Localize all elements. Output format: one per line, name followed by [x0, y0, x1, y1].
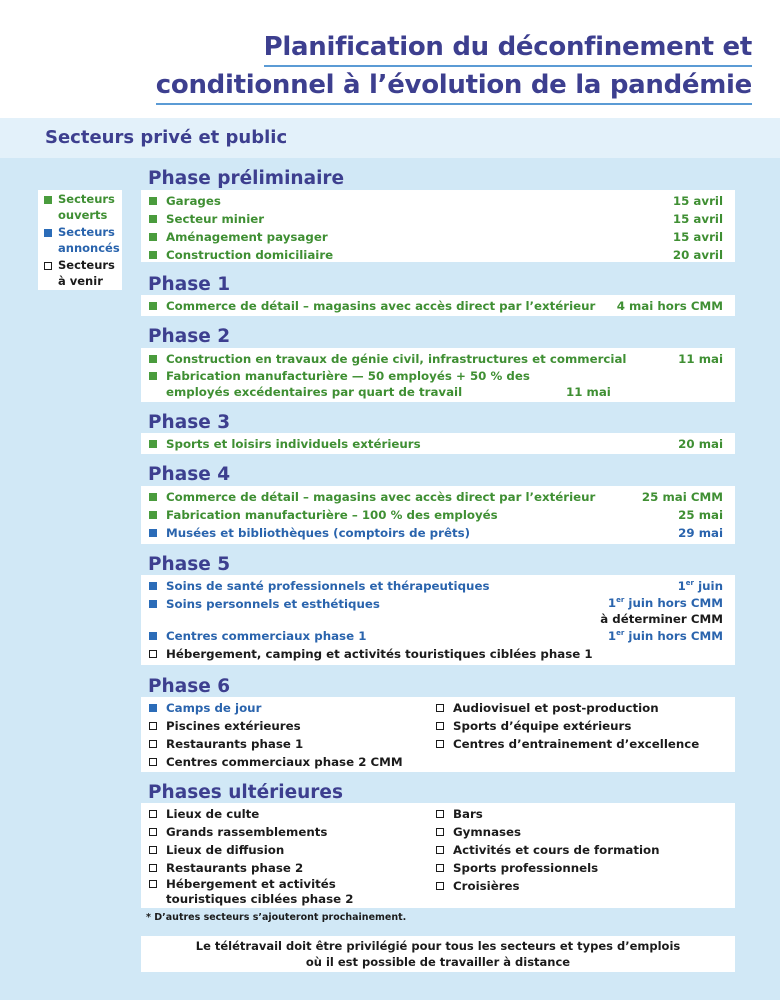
sector-date: 11 mai: [566, 385, 611, 399]
green-square-icon: [149, 355, 157, 363]
sector-label: Construction en travaux de génie civil, infrastructures et commercial: [166, 352, 627, 366]
phase-2-box: [141, 348, 735, 402]
sector-label: Restaurants phase 1: [166, 737, 304, 751]
green-square-icon: [149, 493, 157, 501]
sector-label: Commerce de détail – magasins avec accès direct par l’extérieur: [166, 490, 596, 504]
green-square-icon: [149, 215, 157, 223]
list-item: [149, 192, 723, 210]
list-item: [149, 645, 723, 663]
sector-label: Musées et bibliothèques (comptoirs de prêts): [166, 526, 471, 540]
list-item: [436, 699, 723, 717]
sector-date: 25 mai: [678, 508, 723, 522]
sector-label: Sports d’équipe extérieurs: [453, 719, 632, 733]
sector-date: 1er juin hors CMM à déterminer CMM: [600, 596, 723, 626]
list-item: [149, 627, 723, 645]
sector-label: Sports professionnels: [453, 861, 599, 875]
phase-6-title: Phase 6: [148, 676, 231, 697]
phase-1-title: Phase 1: [148, 274, 231, 295]
green-square-icon: [149, 440, 157, 448]
sector-label: Secteur minier: [166, 212, 265, 226]
list-item: [149, 435, 723, 453]
list-item: [149, 805, 436, 823]
sector-label: Fabrication manufacturière — 50 employés + 50 % des employés excédentaires par quart de travail: [166, 369, 530, 399]
phase-5-title: Phase 5: [148, 554, 231, 575]
telework-note: [141, 936, 735, 972]
phase-5-box: [141, 575, 735, 665]
sector-label: Activités et cours de formation: [453, 843, 660, 857]
section-band: [0, 118, 780, 158]
list-item: [149, 577, 723, 595]
sector-label: Restaurants phase 2: [166, 861, 304, 875]
list-item: [436, 859, 723, 877]
list-item: [149, 246, 723, 264]
list-item: [149, 297, 723, 315]
sector-label: Sports et loisirs individuels extérieurs: [166, 437, 421, 451]
sector-label: Camps de jour: [166, 701, 262, 715]
sector-date: 15 avril: [672, 212, 723, 226]
section-title: Secteurs privé et public: [45, 127, 288, 148]
empty-square-icon: [436, 722, 444, 730]
page-title-line-1: Planification du déconfinement et: [264, 32, 752, 67]
phase-2-title: Phase 2: [148, 326, 231, 347]
empty-square-icon: [149, 864, 157, 872]
green-square-icon: [149, 372, 157, 380]
list-item: [149, 877, 436, 907]
list-item: [149, 228, 723, 246]
phase-4-box: [141, 486, 735, 544]
sector-label: Lieux de culte: [166, 807, 260, 821]
phase-3-title: Phase 3: [148, 412, 231, 433]
sector-label: Audiovisuel et post-production: [453, 701, 659, 715]
list-item: [436, 841, 723, 859]
empty-square-icon: [436, 846, 444, 854]
phase-1-box: [141, 295, 735, 316]
blue-square-icon: [149, 529, 157, 537]
empty-square-icon: [436, 882, 444, 890]
sector-date: 15 avril: [672, 230, 723, 244]
sector-date: 25 mai CMM: [641, 490, 723, 504]
list-item: [149, 699, 436, 717]
legend: [38, 190, 122, 290]
phase-3-box: [141, 433, 735, 454]
sector-label: Lieux de diffusion: [166, 843, 285, 857]
list-item: [149, 735, 436, 753]
sector-label: Grands rassemblements: [166, 825, 328, 839]
list-item: [436, 823, 723, 841]
empty-square-icon: [436, 740, 444, 748]
empty-square-icon: [436, 864, 444, 872]
sector-label: Centres commerciaux phase 1: [166, 629, 367, 643]
sector-label: Commerce de détail – magasins avec accès direct par l’extérieur: [166, 299, 596, 313]
blue-square-icon: [44, 229, 52, 237]
sector-label: Aménagement paysager: [166, 230, 328, 244]
empty-square-icon: [436, 704, 444, 712]
empty-square-icon: [149, 740, 157, 748]
legend-open-label: Secteurs ouverts: [58, 192, 115, 222]
list-item: [436, 717, 723, 735]
telework-note-line-1: Le télétravail doit être privilégié pour tous les secteurs et types d’emplois: [195, 939, 681, 953]
sector-label: Centres commerciaux phase 2 CMM: [166, 755, 403, 769]
phases-ulterieures-box: [141, 803, 735, 908]
empty-square-icon: [149, 810, 157, 818]
green-square-icon: [149, 251, 157, 259]
telework-note-line-2: où il est possible de travailler à distance: [305, 955, 571, 969]
sector-label: Soins personnels et esthétiques: [166, 597, 380, 611]
sector-label: Fabrication manufacturière – 100 % des employés: [166, 508, 498, 522]
sector-label: Bars: [453, 807, 483, 821]
sector-date: 11 mai: [678, 352, 723, 366]
phase-4-title: Phase 4: [148, 464, 231, 485]
sector-label: Croisières: [453, 879, 520, 893]
sector-date: 1er juin: [677, 579, 723, 593]
empty-square-icon: [149, 880, 157, 888]
empty-square-icon: [44, 262, 52, 270]
sector-date: 20 avril: [672, 248, 723, 262]
green-square-icon: [149, 302, 157, 310]
list-item: [149, 753, 436, 771]
empty-square-icon: [436, 828, 444, 836]
list-item: [149, 368, 723, 400]
sector-date: 20 mai: [678, 437, 723, 451]
sector-date: 1er juin hors CMM: [607, 629, 723, 643]
sector-date: 15 avril: [672, 194, 723, 208]
phase-preliminaire-box: [141, 190, 735, 262]
list-item: [436, 735, 723, 753]
empty-square-icon: [436, 810, 444, 818]
phase-preliminaire-title: Phase préliminaire: [148, 168, 345, 189]
list-item: [149, 841, 436, 859]
sector-label: Garages: [166, 194, 221, 208]
sector-date: 29 mai: [678, 526, 723, 540]
sector-label: Hébergement et activités touristiques ciblées phase 2: [166, 877, 354, 906]
sector-label: Soins de santé professionnels et thérapeutiques: [166, 579, 490, 593]
list-item: [149, 350, 723, 368]
legend-upcoming-label: Secteurs à venir: [58, 258, 115, 288]
page-title-line-2: conditionnel à l’évolution de la pandémie: [156, 70, 752, 105]
list-item: [436, 877, 723, 895]
footnote: * D’autres secteurs s’ajouteront prochainement.: [146, 912, 407, 923]
empty-square-icon: [149, 650, 157, 658]
empty-square-icon: [149, 758, 157, 766]
green-square-icon: [149, 233, 157, 241]
legend-announced: [44, 225, 118, 256]
sector-label: Gymnases: [453, 825, 522, 839]
list-item: [436, 805, 723, 823]
sector-label: Piscines extérieures: [166, 719, 301, 733]
legend-upcoming: [44, 258, 118, 289]
green-square-icon: [44, 196, 52, 204]
phases-ulterieures-title: Phases ultérieures: [148, 782, 343, 803]
sector-label: Centres d’entrainement d’excellence: [453, 737, 700, 751]
sector-date: 4 mai hors CMM: [616, 299, 723, 313]
green-square-icon: [149, 511, 157, 519]
list-item: [149, 506, 723, 524]
empty-square-icon: [149, 828, 157, 836]
blue-square-icon: [149, 704, 157, 712]
legend-open: [44, 192, 118, 223]
list-item: [149, 717, 436, 735]
list-item: [149, 488, 723, 506]
list-item: [149, 823, 436, 841]
header: [0, 0, 780, 118]
empty-square-icon: [149, 846, 157, 854]
sector-label: Hébergement, camping et activités touristiques ciblées phase 1: [166, 647, 593, 661]
sector-label: Construction domiciliaire: [166, 248, 334, 262]
blue-square-icon: [149, 632, 157, 640]
list-item: [149, 595, 723, 627]
list-item: [149, 210, 723, 228]
phase-6-box: [141, 697, 735, 772]
list-item: [149, 859, 436, 877]
list-item: [149, 524, 723, 542]
empty-square-icon: [149, 722, 157, 730]
legend-announced-label: Secteurs annoncés: [58, 225, 120, 255]
green-square-icon: [149, 197, 157, 205]
blue-square-icon: [149, 582, 157, 590]
blue-square-icon: [149, 600, 157, 608]
